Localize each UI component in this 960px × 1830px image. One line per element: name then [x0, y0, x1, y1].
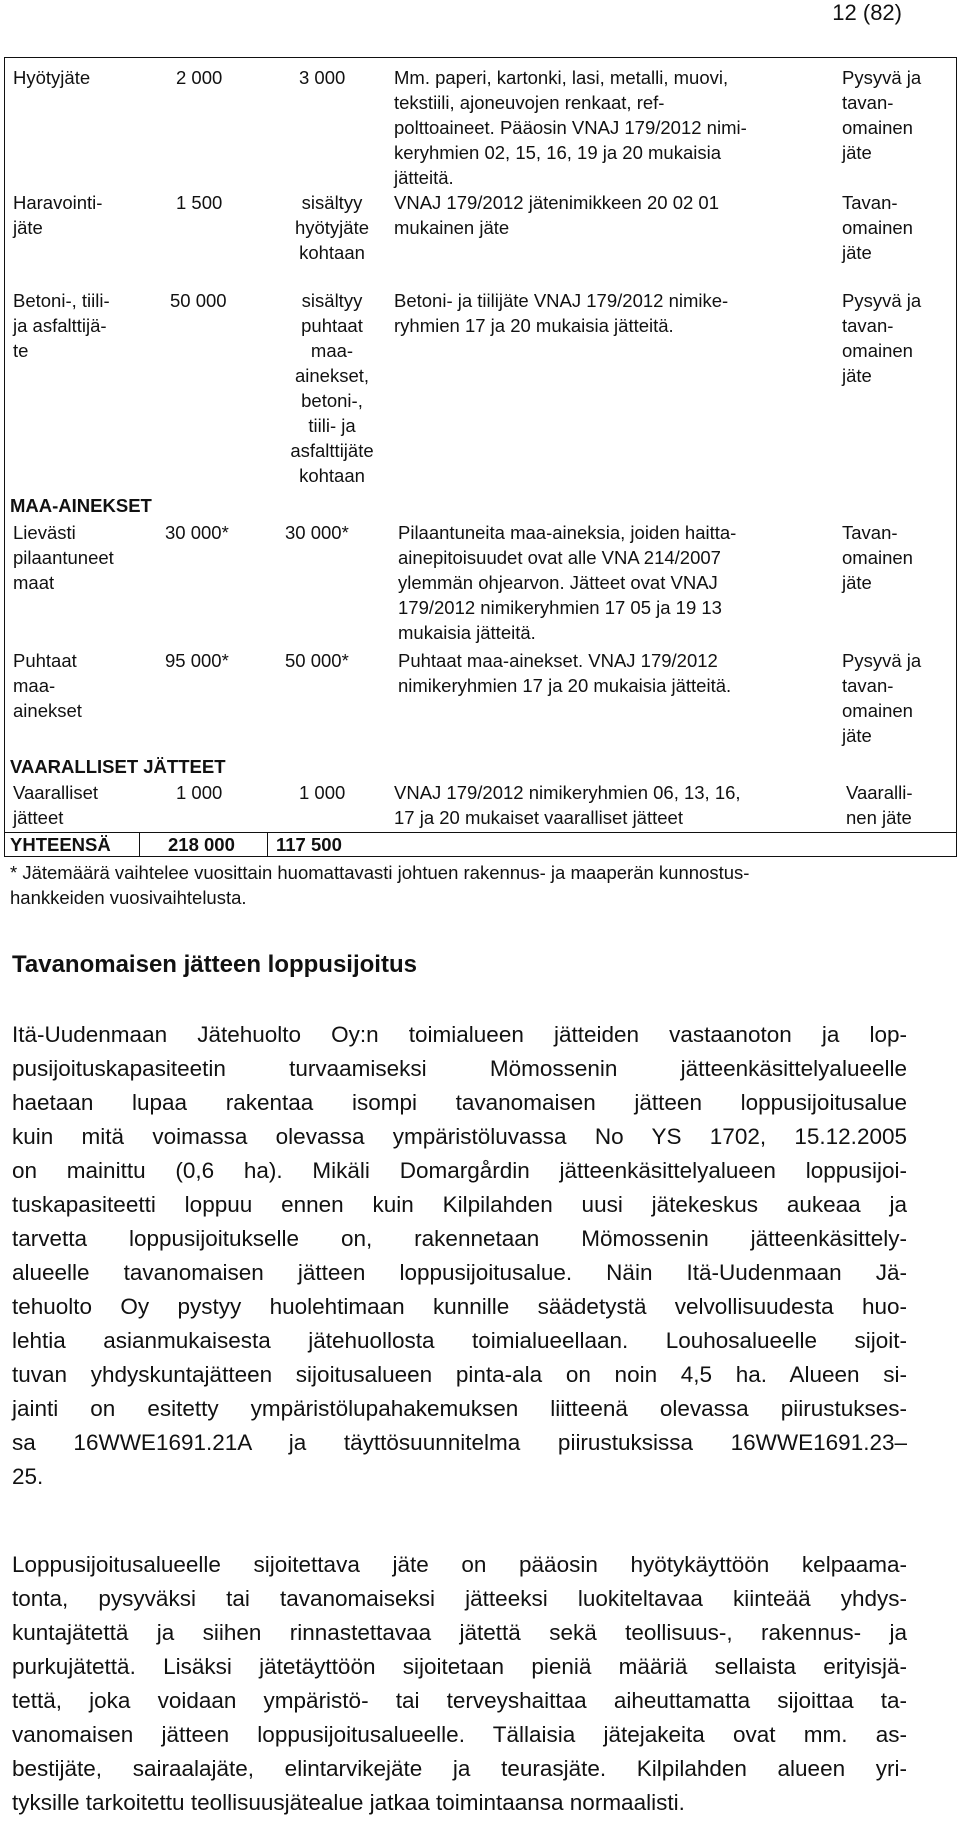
paragraph-2: [12, 1548, 907, 1820]
cell-val1-haravointi: 1 500: [176, 192, 223, 213]
table-footnote: * Jätemäärä vaihtelee vuosittain huomattavasti johtuen rakennus- ja maaperän kunnostus- hankkeiden vuosivaihtelusta.: [10, 862, 750, 908]
cell-val1-vaaralliset: 1 000: [176, 782, 223, 803]
cell-name-haravointi: Haravointi- jäte: [13, 192, 103, 238]
section-heading: Tavanomaisen jätteen loppusijoitus: [12, 951, 417, 978]
cell-val1-betoni: 50 000: [170, 290, 227, 311]
cell-desc-hyotyjate: Mm. paperi, kartonki, lasi, metalli, muovi, tekstiili, ajoneuvojen renkaat, ref- polttoaineet. Pääosin VNAJ 179/2012 nimi- keryhmien 02, 15, 16, 19 ja 20 mukaisia jätteitä.: [394, 67, 747, 188]
cell-class-hyotyjate: Pysyvä ja tavan- omainen jäte: [842, 67, 922, 163]
cell-val2-lievasti: 30 000*: [285, 522, 349, 543]
text-line: alueelle tavanomaisen jätteen loppusijoitusalue. Näin Itä-Uudenmaan Jä-: [12, 1260, 907, 1285]
cell-class-betoni: Pysyvä ja tavan- omainen jäte: [842, 290, 922, 386]
cell-name-lievasti: Lievästi pilaantuneet maat: [13, 522, 114, 593]
text-line: tettä, joka voidaan ympäristö- tai terveyshaittaa aiheuttamatta sijoittaa ta-: [12, 1688, 907, 1713]
text-line: tuvan yhdyskuntajätteen sijoitusalueen pinta-ala on noin 4,5 ha. Alueen si-: [12, 1362, 907, 1387]
total-col-divider-1: [139, 832, 140, 856]
section-vaaralliset: VAARALLISET JÄTTEET: [10, 756, 226, 777]
text-line: tuskapasiteetti loppuu ennen kuin Kilpilahden uusi jätekeskus aukeaa ja: [12, 1192, 907, 1217]
cell-class-lievasti: Tavan- omainen jäte: [842, 522, 913, 593]
text-line: pusijoituskapasiteetin turvaamiseksi Mömossenin jätteenkäsittelyalueelle: [12, 1056, 907, 1081]
text-line: tehuolto Oy pystyy huolehtimaan kunnille säädetystä velvollisuudesta huo-: [12, 1294, 907, 1319]
cell-val2-puhtaat: 50 000*: [285, 650, 349, 671]
cell-desc-haravointi: VNAJ 179/2012 jätenimikkeen 20 02 01 mukainen jäte: [394, 192, 719, 238]
text-line: tarvetta loppusijoitukselle on, rakennetaan Mömossenin jätteenkäsittely-: [12, 1226, 907, 1251]
text-line: purkujätettä. Lisäksi jätetäyttöön sijoitetaan pieniä määriä sellaista erityisjä-: [12, 1654, 907, 1679]
total-col-divider-2: [267, 832, 268, 856]
cell-val2-betoni: sisältyy puhtaat maa- ainekset, betoni-, tiili- ja asfalttijäte kohtaan: [290, 290, 374, 486]
cell-name-betoni: Betoni-, tiili- ja asfalttijä- te: [13, 290, 110, 361]
text-line: kuin mitä voimassa olevassa ympäristöluvassa No YS 1702, 15.12.2005: [12, 1124, 907, 1149]
text-line: 25.: [12, 1464, 44, 1489]
text-line: on mainittu (0,6 ha). Mikäli Domargårdin jätteenkäsittelyalueen loppusijoi-: [12, 1158, 907, 1183]
text-line: haetaan lupaa rakentaa isompi tavanomaisen jätteen loppusijoitusalue: [12, 1090, 907, 1115]
text-line: jainti on esitetty ympäristölupahakemuksen liitteenä olevassa piirustukses-: [12, 1396, 907, 1421]
text-line: tonta, pysyväksi tai tavanomaiseksi jätteeksi luokiteltavaa kiinteää yhdys-: [12, 1586, 907, 1611]
cell-val1-puhtaat: 95 000*: [165, 650, 229, 671]
waste-table: [4, 57, 957, 857]
cell-name-puhtaat: Puhtaat maa- ainekset: [13, 650, 82, 721]
text-line: kuntajätettä ja siihen rinnastettavaa jätettä sekä teollisuus-, rakennus- ja: [12, 1620, 907, 1645]
total-val2: 117 500: [276, 834, 342, 855]
cell-val1-hyotyjate: 2 000: [176, 67, 223, 88]
cell-desc-lievasti: Pilaantuneita maa-aineksia, joiden haitta- ainepitoisuudet ovat alle VNA 214/2007 ylemmän ohjearvon. Jätteet ovat VNAJ 179/2012 nimikeryhmien 17 05 ja 19 13 mukaisia jätteitä.: [398, 522, 737, 643]
section-maa-ainekset: MAA-AINEKSET: [10, 495, 152, 516]
cell-desc-betoni: Betoni- ja tiilijäte VNAJ 179/2012 nimike- ryhmien 17 ja 20 mukaisia jätteitä.: [394, 290, 729, 336]
cell-desc-vaaralliset: VNAJ 179/2012 nimikeryhmien 06, 13, 16, 17 ja 20 mukaiset vaaralliset jätteet: [394, 782, 741, 828]
total-row-border: [5, 832, 956, 833]
text-line: lehtia asianmukaisesta jätehuollosta toimialueellaan. Louhosalueelle sijoit-: [12, 1328, 907, 1353]
cell-class-puhtaat: Pysyvä ja tavan- omainen jäte: [842, 650, 922, 746]
cell-class-vaaralliset: Vaaralli- nen jäte: [846, 782, 913, 828]
cell-class-haravointi: Tavan- omainen jäte: [842, 192, 913, 263]
cell-val2-hyotyjate: 3 000: [299, 67, 346, 88]
text-line: sa 16WWE1691.21A ja täyttösuunnitelma piirustuksissa 16WWE1691.23–: [12, 1430, 907, 1455]
cell-val2-vaaralliset: 1 000: [299, 782, 346, 803]
cell-val1-lievasti: 30 000*: [165, 522, 229, 543]
text-line: tyksille tarkoitettu teollisuusjätealue jatkaa toimintaansa normaalisti.: [12, 1790, 685, 1815]
paragraph-1: [12, 1018, 907, 1494]
page-number: 12 (82): [832, 0, 902, 25]
text-line: vanomaisen jätteen loppusijoitusalueelle. Tällaisia jätejakeita ovat mm. as-: [12, 1722, 907, 1747]
cell-desc-puhtaat: Puhtaat maa-ainekset. VNAJ 179/2012 nimikeryhmien 17 ja 20 mukaisia jätteitä.: [398, 650, 732, 696]
cell-name-vaaralliset: Vaaralliset jätteet: [13, 782, 99, 828]
total-val1: 218 000: [168, 834, 235, 855]
text-line: bestijäte, sairaalajäte, elintarvikejäte ja teurasjäte. Kilpilahden alueen yri-: [12, 1756, 907, 1781]
text-line: Loppusijoitusalueelle sijoitettava jäte on pääosin hyötykäyttöön kelpaama-: [12, 1552, 907, 1577]
cell-name-hyotyjate: Hyötyjäte: [13, 67, 91, 88]
text-line: Itä-Uudenmaan Jätehuolto Oy:n toimialueen jätteiden vastaanoton ja lop-: [12, 1022, 907, 1047]
cell-val2-haravointi: sisältyy hyötyjäte kohtaan: [294, 192, 370, 263]
total-label: YHTEENSÄ: [10, 834, 111, 855]
